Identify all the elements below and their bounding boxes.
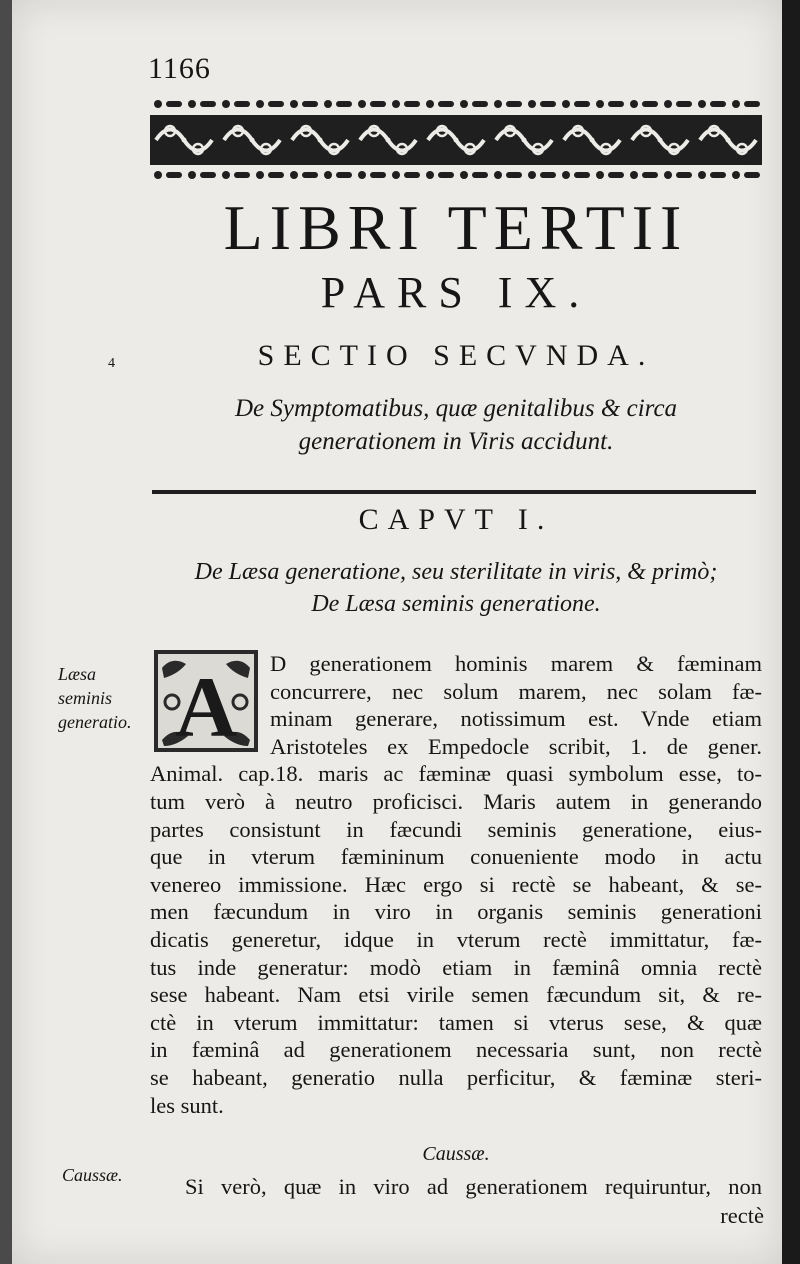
- part-title: PARS IX.: [320, 268, 592, 317]
- body-line: venereo immissione. Hæc ergo si rectè se habeant, & se-: [150, 871, 762, 897]
- causae-heading: Caussæ.: [422, 1143, 490, 1165]
- catchword: rectè: [720, 1203, 764, 1228]
- chapter-heading: CAPVT I.: [358, 503, 554, 536]
- body-line: men fæcundum in viro in organis seminis generationi: [150, 899, 762, 925]
- body-line: que in vterum fæmininum conueniente modo in actu: [150, 844, 762, 870]
- body-line: ctè in vterum immittatur: tamen si vterus sese, & quæ: [150, 1009, 762, 1035]
- page-number: 1166: [148, 52, 211, 85]
- section-subtitle: [150, 392, 762, 458]
- body-line: in fæminâ ad generationem necessaria sunt, non rectè: [150, 1037, 762, 1063]
- section-title: SECTIO SECVNDA.: [257, 339, 655, 372]
- subtitle-line-1: De Symptomatibus, quæ genitalibus & circa: [234, 395, 678, 422]
- subtitle-line-2: generationem in Viris accidunt.: [298, 428, 614, 455]
- body-line: se habeant, generatio nulla perficitur, & fæminæ steri-: [150, 1065, 762, 1090]
- body-line: Aristoteles ex Empedocle scribit, 1. de gener.: [270, 733, 762, 759]
- body-line: D generationem hominis marem & fæminam: [270, 651, 762, 676]
- dropcap-letter: A: [174, 659, 238, 754]
- body-line: minam generare, notissimum est. Vnde etiam: [270, 706, 762, 732]
- body-line: les sunt.: [150, 1092, 224, 1118]
- book-title: LIBRI TERTII: [223, 192, 689, 263]
- page-edge-shadow: [782, 0, 800, 1264]
- body-line: sese habeant. Nam etsi virile semen fæcundum sit, & re-: [150, 982, 762, 1008]
- body-line: tus inde generatur: modò etiam in fæminâ omnia rectè: [150, 954, 762, 980]
- dropcap-ornamental-initial: [152, 648, 260, 754]
- chapter-title: [150, 556, 762, 620]
- chapter-title-line-2: De Læsa seminis generatione.: [311, 591, 601, 617]
- body-line: partes consistunt in fæcundi seminis generatione, eius-: [150, 816, 762, 842]
- margin-note-causae: Caussæ.: [62, 1165, 123, 1185]
- body-line: concurrere, nec solum marem, nec solam fæ-: [270, 678, 762, 704]
- margin-note-laesa: Læsa seminis generatio.: [58, 664, 132, 732]
- marginal-mark: 4: [108, 356, 115, 371]
- body-line: dicatis generetur, idque in vterum rectè immittatur, fæ-: [150, 927, 762, 952]
- body-last-line: Si verò, quæ in viro ad generationem requiruntur, non: [185, 1174, 762, 1199]
- decorative-headpiece: [150, 95, 762, 185]
- chapter-title-line-1: De Læsa generatione, seu sterilitate in viris, & primò;: [194, 559, 718, 585]
- body-line: Animal. cap.18. maris ac fæminæ quasi symbolum esse, to-: [150, 761, 762, 787]
- horizontal-rule: [152, 490, 756, 494]
- body-line: tum verò à neutro proficisci. Maris autem in generando: [150, 789, 762, 814]
